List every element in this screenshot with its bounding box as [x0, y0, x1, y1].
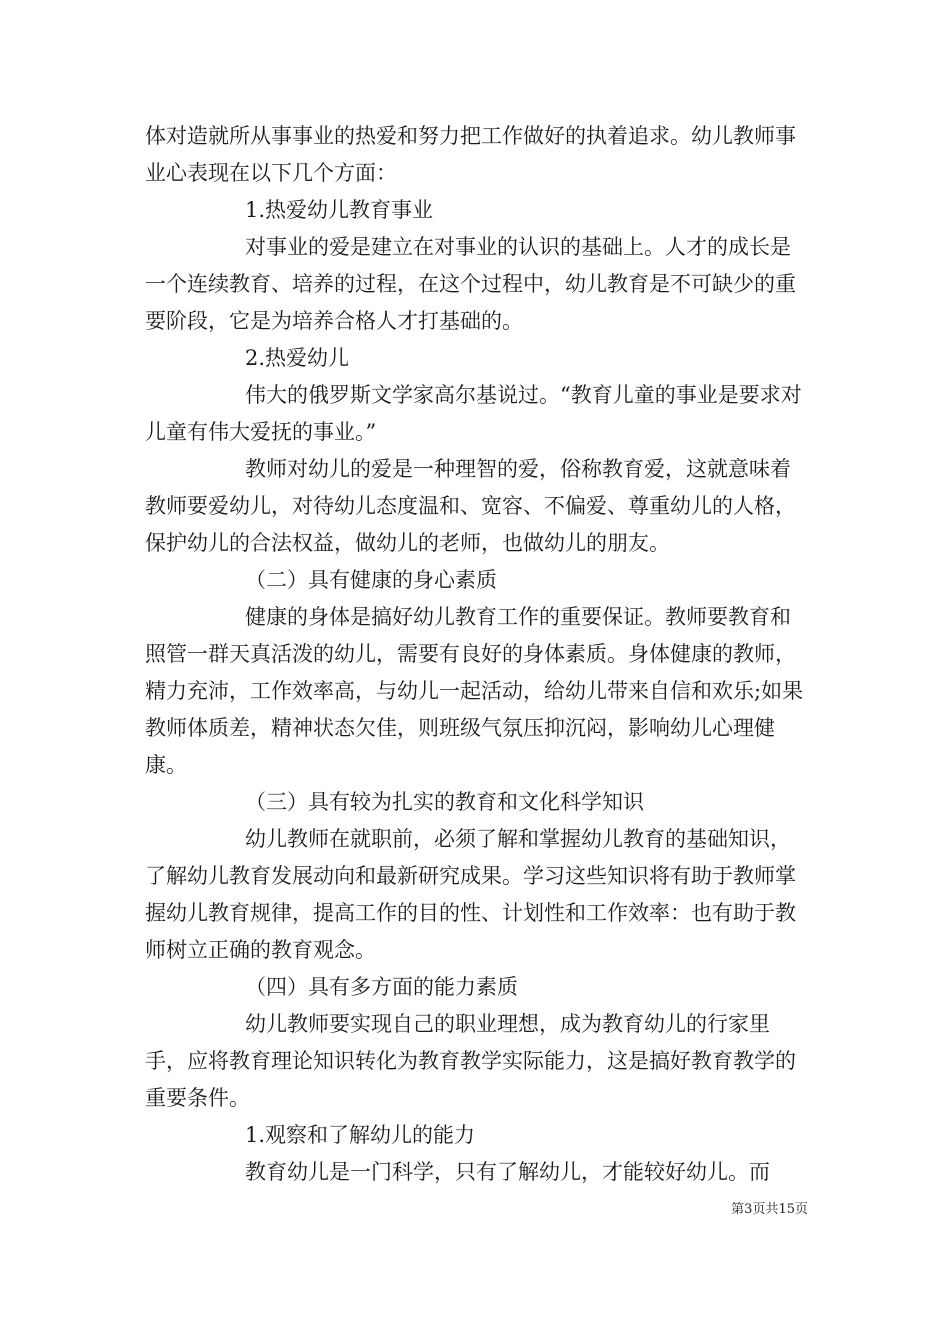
- paragraph: 幼儿教师要实现自己的职业理想，成为教育幼儿的行家里手，应将教育理论知识转化为教育教学实际能力，这是搞好教育教学的重要条件。: [145, 1012, 796, 1110]
- paragraph: 体对造就所从事事业的热爱和努力把工作做好的执着追求。幼儿教师事业心表现在以下几个方面：: [145, 124, 796, 185]
- section-heading: 2.热爱幼儿: [245, 346, 350, 370]
- page-number: 第3页共15页: [731, 1202, 808, 1217]
- paragraph: 幼儿教师在就职前，必须了解和掌握幼儿教育的基础知识，了解幼儿教育发展动向和最新研究成果。学习这些知识将有助于教师掌握幼儿教育规律，提高工作的目的性、计划性和工作效率：也有助于教师树立正确的教育观念。: [145, 827, 796, 962]
- paragraph: 对事业的爱是建立在对事业的认识的基础上。人才的成长是一个连续教育、培养的过程，在这个过程中，幼儿教育是不可缺少的重要阶段，它是为培养合格人才打基础的。: [145, 235, 796, 333]
- document-body: [145, 118, 811, 1191]
- paragraph: 伟大的俄罗斯文学家高尔基说过。“教育儿童的事业是要求对儿童有伟大爱抚的事业。”: [145, 383, 802, 444]
- paragraph: 教育幼儿是一门科学，只有了解幼儿，才能较好幼儿。而: [245, 1160, 770, 1184]
- section-heading: （二）具有健康的身心素质: [245, 568, 497, 592]
- section-heading: 1.热爱幼儿教育事业: [245, 198, 434, 222]
- paragraph: 教师对幼儿的爱是一种理智的爱，俗称教育爱，这就意味着教师要爱幼儿，对待幼儿态度温和、宽容、不偏爱、尊重幼儿的人格，保护幼儿的合法权益，做幼儿的老师，也做幼儿的朋友。: [145, 457, 796, 555]
- section-heading: （四）具有多方面的能力素质: [245, 975, 518, 999]
- section-heading: （三）具有较为扎实的教育和文化科学知识: [245, 790, 644, 814]
- paragraph: 健康的身体是搞好幼儿教育工作的重要保证。教师要教育和照管一群天真活泼的幼儿，需要有良好的身体素质。身体健康的教师，精力充沛，工作效率高，与幼儿一起活动，给幼儿带来自信和欢乐;如果教师体质差，精神状态欠佳，则班级气氛压抑沉闷，影响幼儿心理健康。: [145, 605, 804, 777]
- section-heading: 1.观察和了解幼儿的能力: [245, 1123, 476, 1147]
